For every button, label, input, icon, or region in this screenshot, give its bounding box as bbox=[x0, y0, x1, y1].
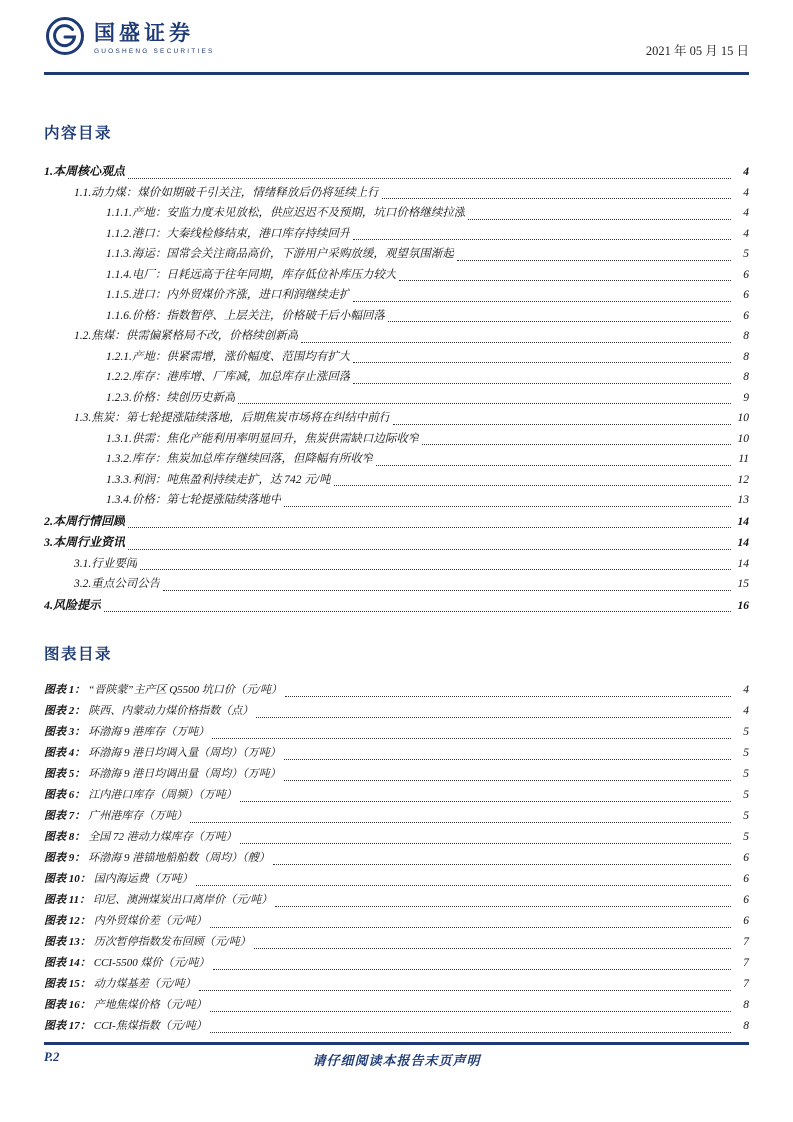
toc-item bbox=[44, 429, 749, 450]
dot-leader bbox=[213, 969, 731, 970]
figure-item bbox=[44, 848, 749, 869]
toc-item bbox=[44, 554, 749, 575]
toc-item bbox=[44, 574, 749, 595]
dot-leader bbox=[284, 759, 731, 760]
toc-item bbox=[44, 347, 749, 368]
entry-page-number: 8 bbox=[743, 350, 749, 363]
brand-name: 国盛证券 bbox=[94, 21, 194, 46]
entry-page-number: 4 bbox=[743, 186, 749, 199]
toc-item bbox=[44, 183, 749, 204]
entry-text: 图表 8： 全国 72 港动力煤库存（万吨） bbox=[44, 831, 237, 843]
toc-item bbox=[44, 265, 749, 286]
toc-item bbox=[44, 511, 749, 533]
entry-text: 图表 7： 广州港库存（万吨） bbox=[44, 810, 188, 822]
entry-page-number: 14 bbox=[737, 557, 749, 570]
figure-label: 图表 7： bbox=[44, 810, 86, 822]
entry-page-number: 8 bbox=[743, 330, 749, 342]
toc-list bbox=[44, 161, 749, 616]
entry-text: 图表 3： 环渤海 9 港库存（万吨） bbox=[44, 726, 210, 738]
dot-leader bbox=[393, 424, 731, 425]
figure-label: 图表 4： bbox=[44, 747, 86, 759]
entry-page-number: 5 bbox=[743, 726, 749, 738]
figure-item bbox=[44, 1016, 749, 1037]
dot-leader bbox=[334, 485, 731, 486]
entry-text: 图表 12： 内外贸煤价差（元/吨） bbox=[44, 915, 207, 927]
figure-label: 图表 8： bbox=[44, 831, 86, 843]
entry-page-number: 4 bbox=[743, 207, 749, 219]
entry-page-number: 7 bbox=[743, 957, 749, 969]
toc-item bbox=[44, 408, 749, 429]
figure-item bbox=[44, 953, 749, 974]
dot-leader bbox=[275, 906, 731, 907]
entry-page-number: 5 bbox=[743, 831, 749, 843]
dot-leader bbox=[353, 362, 731, 363]
dot-leader bbox=[468, 219, 731, 220]
entry-page-number: 4 bbox=[743, 705, 749, 717]
figure-item bbox=[44, 680, 749, 701]
dot-leader bbox=[353, 301, 731, 302]
entry-text: 1.3.3.利润：吨焦盈利持续走扩，达 742 元/吨 bbox=[106, 473, 331, 486]
dot-leader bbox=[196, 885, 731, 886]
entry-text: 图表 15： 动力煤基差（元/吨） bbox=[44, 978, 196, 990]
entry-text: 图表 13： 历次暂停指数发布回顾（元/吨） bbox=[44, 936, 251, 948]
entry-page-number: 15 bbox=[737, 578, 749, 590]
toc-item bbox=[44, 203, 749, 224]
figure-item bbox=[44, 869, 749, 890]
dot-leader bbox=[128, 178, 731, 179]
entry-page-number: 6 bbox=[743, 915, 749, 927]
dot-leader bbox=[240, 843, 731, 844]
figures-title: 图表目录 bbox=[44, 646, 113, 663]
entry-text: 1.3.1.供需：焦化产能利用率明显回升，焦炭供需缺口边际收窄 bbox=[106, 432, 420, 445]
toc-item bbox=[44, 224, 749, 245]
entry-page-number: 5 bbox=[743, 789, 749, 801]
figure-item bbox=[44, 743, 749, 764]
figure-label: 图表 10： bbox=[44, 873, 91, 885]
figure-item bbox=[44, 701, 749, 722]
entry-page-number: 6 bbox=[743, 289, 749, 301]
entry-text: 3.1.行业要闻 bbox=[74, 557, 138, 570]
report-date: 2021 年 05 月 15 日 bbox=[645, 44, 749, 58]
dot-leader bbox=[284, 780, 731, 781]
dot-leader bbox=[210, 1032, 731, 1033]
dot-leader bbox=[353, 383, 731, 384]
footer-disclaimer: 请仔细阅读本报告末页声明 bbox=[312, 1052, 481, 1068]
figure-label: 图表 11： bbox=[44, 894, 91, 906]
entry-text: 图表 4： 环渤海 9 港日均调入量（周均）（万吨） bbox=[44, 747, 281, 759]
figure-label: 图表 9： bbox=[44, 852, 86, 864]
figure-label: 图表 6： bbox=[44, 789, 86, 801]
figure-item bbox=[44, 785, 749, 806]
entry-text: 图表 17： CCI-焦煤指数（元/吨） bbox=[44, 1020, 207, 1032]
entry-text: 1.3.2.库存：焦炭加总库存继续回落，但降幅有所收窄 bbox=[106, 453, 374, 465]
figure-label: 图表 5： bbox=[44, 768, 86, 780]
dot-leader bbox=[163, 590, 731, 591]
entry-text: 3.本周行业资讯 bbox=[44, 535, 126, 549]
entry-page-number: 4 bbox=[743, 166, 749, 178]
dot-leader bbox=[212, 738, 731, 739]
entry-text: 2.本周行情回顾 bbox=[44, 513, 126, 528]
toc-item bbox=[44, 388, 749, 409]
brand-subtitle: GUOSHENG SECURITIES bbox=[94, 47, 215, 55]
toc-item bbox=[44, 490, 749, 511]
dot-leader bbox=[457, 260, 731, 261]
toc-item bbox=[44, 470, 749, 491]
entry-text: 图表 10： 国内海运费（万吨） bbox=[44, 873, 193, 885]
figure-label: 图表 13： bbox=[44, 936, 91, 948]
figure-label: 图表 14： bbox=[44, 957, 91, 969]
entry-page-number: 16 bbox=[737, 599, 749, 612]
entry-text: 1.本周核心观点 bbox=[44, 164, 126, 178]
toc-item bbox=[44, 532, 749, 554]
entry-page-number: 12 bbox=[737, 473, 749, 486]
figure-item bbox=[44, 827, 749, 848]
dot-leader bbox=[422, 444, 731, 445]
entry-page-number: 6 bbox=[743, 852, 749, 864]
entry-text: 图表 1： “晋陕蒙”主产区 Q5500 坑口价（元/吨） bbox=[44, 684, 282, 696]
entry-page-number: 13 bbox=[737, 494, 749, 506]
entry-text: 1.3.4.价格：第七轮提涨陆续落地中 bbox=[106, 494, 282, 506]
entry-page-number: 5 bbox=[743, 768, 749, 780]
entry-text: 1.3.焦炭：第七轮提涨陆续落地，后期焦炭市场将在纠结中前行 bbox=[74, 412, 391, 424]
entry-page-number: 6 bbox=[743, 873, 749, 885]
entry-page-number: 6 bbox=[743, 309, 749, 322]
figure-item bbox=[44, 764, 749, 785]
figure-item bbox=[44, 890, 749, 911]
page-number: P.2 bbox=[44, 1049, 60, 1064]
report-footer bbox=[44, 1042, 749, 1068]
entry-page-number: 6 bbox=[743, 268, 749, 281]
dot-leader bbox=[284, 506, 731, 507]
entry-page-number: 5 bbox=[743, 747, 749, 759]
dot-leader bbox=[353, 239, 731, 240]
footer-divider bbox=[44, 1042, 749, 1045]
footer-row bbox=[44, 1050, 749, 1068]
figure-label: 图表 3： bbox=[44, 726, 86, 738]
figure-list bbox=[44, 680, 749, 1037]
entry-page-number: 14 bbox=[737, 515, 749, 528]
figure-item bbox=[44, 806, 749, 827]
dot-leader bbox=[382, 198, 731, 199]
entry-text: 1.1.4.电厂：日耗远高于往年同期，库存低位补库压力较大 bbox=[106, 268, 397, 281]
entry-page-number: 5 bbox=[743, 248, 749, 260]
dot-leader bbox=[199, 990, 731, 991]
entry-page-number: 11 bbox=[738, 453, 749, 465]
entry-text: 图表 5： 环渤海 9 港日均调出量（周均）（万吨） bbox=[44, 768, 281, 780]
brand-text bbox=[94, 22, 215, 54]
toc-item bbox=[44, 244, 749, 265]
report-header bbox=[44, 14, 749, 62]
brand bbox=[44, 15, 215, 62]
entry-page-number: 8 bbox=[743, 1020, 749, 1032]
figure-item bbox=[44, 995, 749, 1016]
entry-text: 1.2.2.库存：港库增、厂库减，加总库存止涨回落 bbox=[106, 371, 351, 383]
toc-item bbox=[44, 449, 749, 470]
header-divider bbox=[44, 72, 749, 75]
dot-leader bbox=[210, 1011, 731, 1012]
entry-text: 1.1.1.产地：安监力度未见放松，供应迟迟不及预期，坑口价格继续拉涨 bbox=[106, 207, 466, 219]
toc-item bbox=[44, 306, 749, 327]
entry-text: 1.2.3.价格：续创历史新高 bbox=[106, 391, 236, 404]
figure-item bbox=[44, 932, 749, 953]
entry-text: 3.2.重点公司公告 bbox=[74, 578, 161, 590]
entry-page-number: 7 bbox=[743, 978, 749, 990]
figure-label: 图表 1： bbox=[44, 684, 86, 696]
entry-page-number: 9 bbox=[743, 391, 749, 404]
dot-leader bbox=[238, 403, 731, 404]
toc-item bbox=[44, 326, 749, 347]
dot-leader bbox=[190, 822, 731, 823]
dot-leader bbox=[273, 864, 731, 865]
toc-item bbox=[44, 595, 749, 617]
dot-leader bbox=[140, 569, 731, 570]
entry-page-number: 14 bbox=[737, 537, 749, 549]
entry-text: 1.2.1.产地：供紧需增，涨价幅度、范围均有扩大 bbox=[106, 350, 351, 363]
entry-page-number: 8 bbox=[743, 371, 749, 383]
figure-item bbox=[44, 722, 749, 743]
entry-text: 1.1.3.海运：国常会关注商品高价，下游用户采购放缓，观望氛围渐起 bbox=[106, 248, 454, 260]
dot-leader bbox=[210, 927, 731, 928]
figure-label: 图表 17： bbox=[44, 1020, 91, 1032]
figure-item bbox=[44, 911, 749, 932]
entry-text: 1.1.5.进口：内外贸煤价齐涨，进口利润继续走扩 bbox=[106, 289, 351, 301]
entry-text: 1.1.6.价格：指数暂停、上层关注，价格破千后小幅回落 bbox=[106, 309, 385, 322]
dot-leader bbox=[240, 801, 731, 802]
entry-text: 1.2.焦煤：供需偏紧格局不改，价格续创新高 bbox=[74, 330, 299, 342]
entry-text: 图表 11： 印尼、澳洲煤炭出口离岸价（元/吨） bbox=[44, 894, 273, 906]
toc-item bbox=[44, 285, 749, 306]
entry-page-number: 5 bbox=[743, 810, 749, 822]
entry-page-number: 4 bbox=[743, 227, 749, 240]
entry-text: 1.1.动力煤：煤价如期破千引关注，情绪释放后仍将延续上行 bbox=[74, 186, 379, 199]
dot-leader bbox=[128, 549, 731, 550]
entry-page-number: 6 bbox=[743, 894, 749, 906]
figure-label: 图表 15： bbox=[44, 978, 91, 990]
dot-leader bbox=[376, 465, 731, 466]
dot-leader bbox=[388, 321, 731, 322]
entry-text: 图表 14： CCI-5500 煤价（元/吨） bbox=[44, 957, 210, 969]
guosheng-logo-icon bbox=[44, 15, 86, 62]
entry-page-number: 10 bbox=[737, 432, 749, 445]
dot-leader bbox=[301, 342, 731, 343]
dot-leader bbox=[104, 611, 731, 612]
entry-text: 图表 6： 江内港口库存（周频）（万吨） bbox=[44, 789, 237, 801]
entry-text: 4.风险提示 bbox=[44, 597, 102, 612]
entry-text: 图表 9： 环渤海 9 港锚地船舶数（周均）（艘） bbox=[44, 852, 270, 864]
toc-item bbox=[44, 367, 749, 388]
figure-item bbox=[44, 974, 749, 995]
dot-leader bbox=[128, 527, 731, 528]
toc-item bbox=[44, 161, 749, 183]
figure-label: 图表 16： bbox=[44, 999, 91, 1011]
entry-text: 1.1.2.港口：大秦线检修结束，港口库存持续回升 bbox=[106, 227, 351, 240]
toc-title: 内容目录 bbox=[44, 125, 113, 142]
figure-label: 图表 12： bbox=[44, 915, 91, 927]
dot-leader bbox=[254, 948, 731, 949]
dot-leader bbox=[399, 280, 731, 281]
figure-label: 图表 2： bbox=[44, 705, 86, 717]
dot-leader bbox=[285, 696, 731, 697]
entry-text: 图表 16： 产地焦煤价格（元/吨） bbox=[44, 999, 207, 1011]
entry-page-number: 7 bbox=[743, 936, 749, 948]
entry-page-number: 10 bbox=[737, 412, 749, 424]
entry-page-number: 4 bbox=[743, 684, 749, 696]
dot-leader bbox=[256, 717, 731, 718]
entry-text: 图表 2： 陕西、内蒙动力煤价格指数（点） bbox=[44, 705, 254, 717]
entry-page-number: 8 bbox=[743, 999, 749, 1011]
